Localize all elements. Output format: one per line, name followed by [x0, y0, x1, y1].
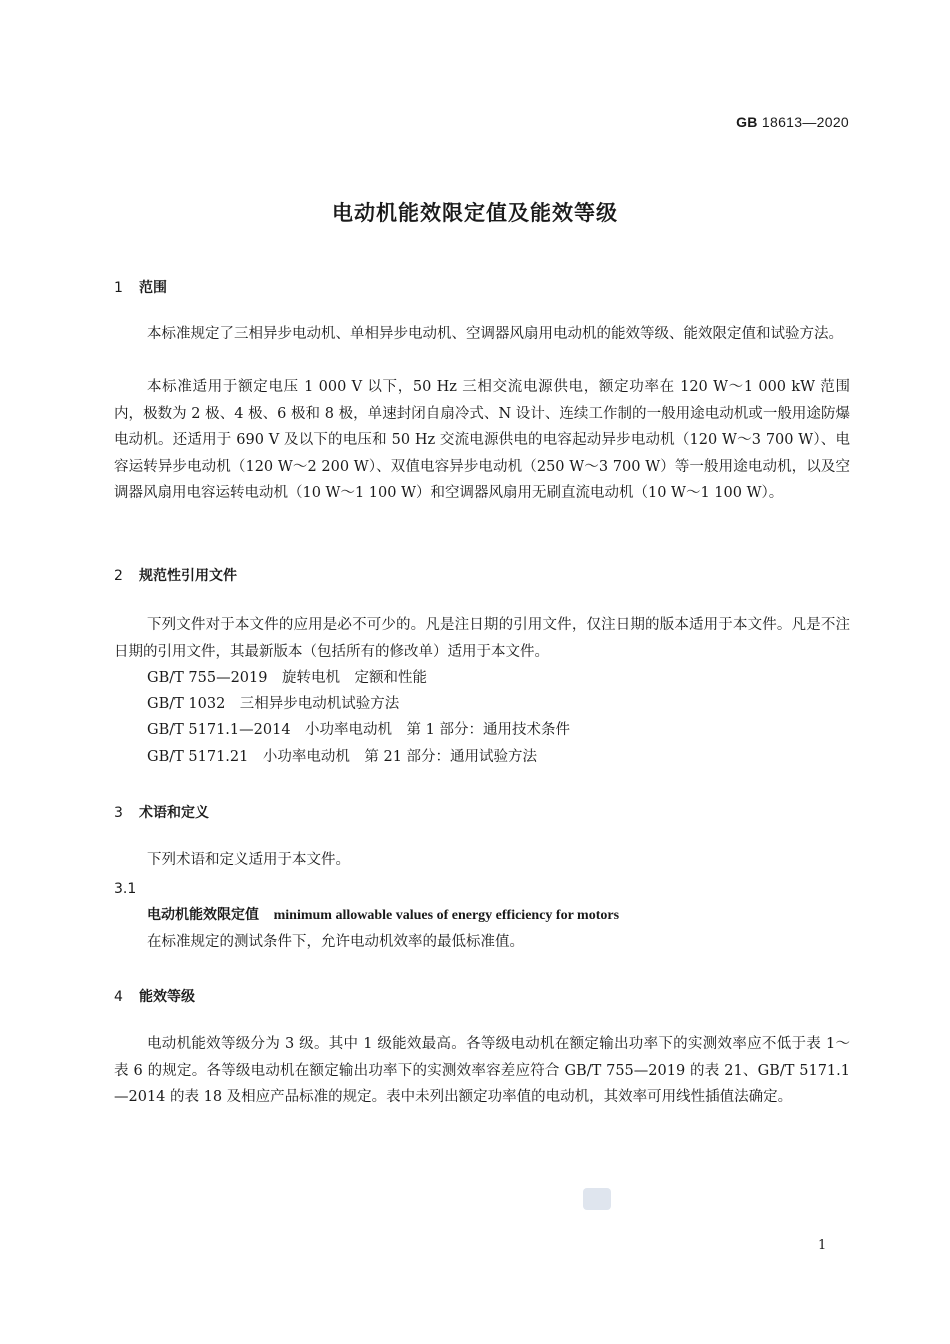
term-english: minimum allowable values of energy efficiency for motors — [273, 908, 620, 923]
scope-paragraph-1: 本标准规定了三相异步电动机、单相异步电动机、空调器风扇用电动机的能效等级、能效限定值和试验方法。 — [147, 326, 843, 342]
reference-item: GB/T 1032 三相异步电动机试验方法 — [147, 696, 400, 712]
term-definition: 在标准规定的测试条件下，允许电动机效率的最低标准值。 — [147, 934, 524, 950]
standard-code — [736, 114, 849, 130]
section-title: 规范性引用文件 — [139, 568, 237, 584]
reference-item: GB/T 5171.1—2014 小功率电动机 第 1 部分：通用技术条件 — [147, 722, 570, 738]
standard-code-number: 18613—2020 — [761, 114, 849, 130]
section-heading-terms — [114, 802, 209, 822]
section-heading-efficiency-grades — [114, 986, 195, 1006]
term-chinese: 电动机能效限定值 — [147, 907, 259, 923]
document-title: 电动机能效限定值及能效等级 — [332, 201, 618, 225]
section-number: 4 — [114, 989, 123, 1005]
sac-watermark-logo — [583, 1188, 611, 1210]
section-number: 1 — [114, 280, 123, 296]
efficiency-grades-paragraph: 电动机能效等级分为 3 级。其中 1 级能效最高。各等级电动机在额定输出功率下的实测效率应不低于表 1～表 6 的规定。各等级电动机在额定输出功率下的实测效率容差应符合 GB/T 755—2019 的表 21、GB/T 5171.1—2014 的表 18 及相应产品标准的规定。表中未列出额定功率值的电动机，其效率可用线性插值法确定。 — [114, 1036, 850, 1105]
reference-item: GB/T 755—2019 旋转电机 定额和性能 — [147, 670, 427, 686]
section-heading-scope — [114, 277, 167, 297]
section-title: 术语和定义 — [139, 805, 209, 821]
standard-code-prefix: GB — [736, 114, 758, 130]
term-entry — [147, 904, 619, 924]
section-title: 能效等级 — [139, 989, 195, 1005]
references-intro-paragraph: 下列文件对于本文件的应用是必不可少的。凡是注日期的引用文件，仅注日期的版本适用于本文件。凡是不注日期的引用文件，其最新版本（包括所有的修改单）适用于本文件。 — [114, 617, 850, 660]
terms-intro-paragraph: 下列术语和定义适用于本文件。 — [147, 852, 350, 868]
section-number: 2 — [114, 568, 123, 584]
page-number: 1 — [818, 1238, 827, 1253]
reference-item: GB/T 5171.21 小功率电动机 第 21 部分：通用试验方法 — [147, 749, 538, 765]
section-heading-normative-references — [114, 565, 237, 585]
section-title: 范围 — [139, 280, 167, 296]
section-number: 3 — [114, 805, 123, 821]
term-number: 3.1 — [114, 881, 137, 897]
scope-paragraph-2: 本标准适用于额定电压 1 000 V 以下，50 Hz 三相交流电源供电，额定功率在 120 W～1 000 kW 范围内，极数为 2 极、4 极、6 极和 8 极，单速封闭自扇冷式、N 设计、连续工作制的一般用途电动机或一般用途防爆电动机。还适用于 690 V 及以下的电压和 50 Hz 交流电源供电的电容起动异步电动机（120 W～3 700 W）、电容运转异步电动机（120 W～2 200 W）、双值电容异步电动机（250 W～3 700 W）等一般用途电动机，以及空调器风扇用电容运转电动机（10 W～1 100 W）和空调器风扇用无刷直流电动机（10 W～1 100 W）。 — [114, 379, 850, 501]
